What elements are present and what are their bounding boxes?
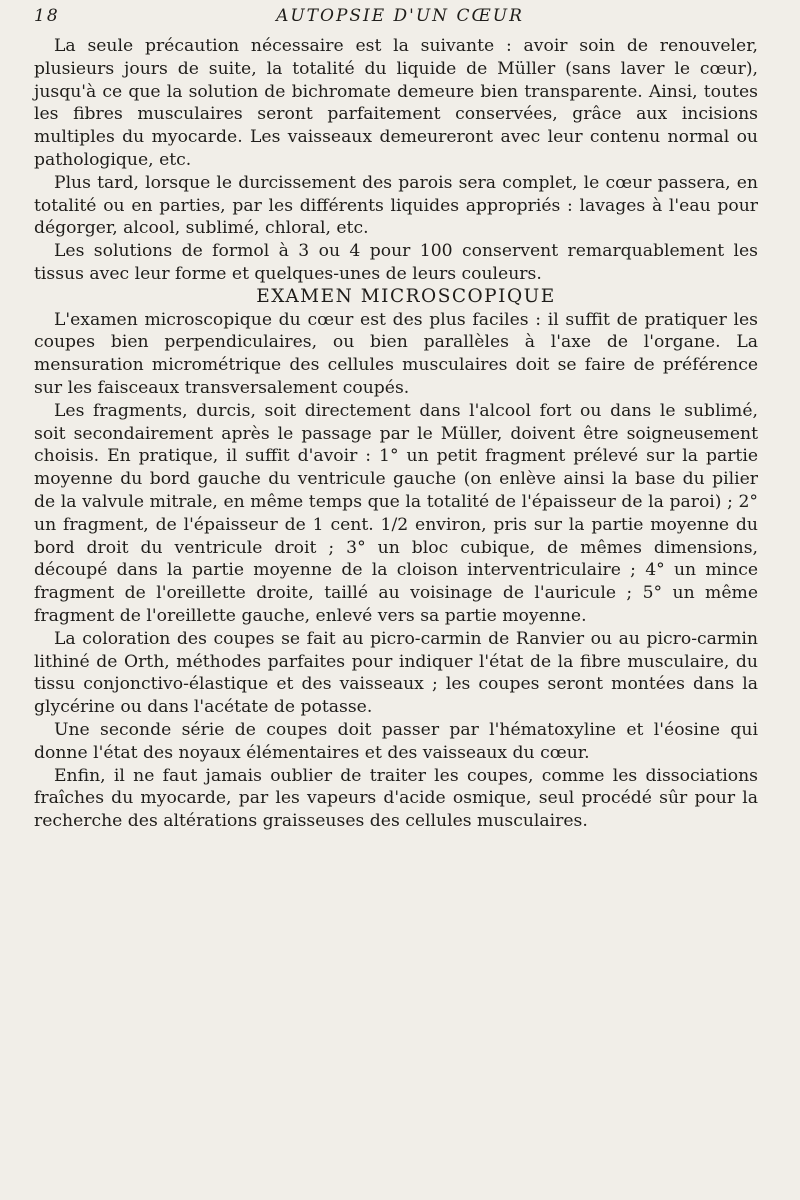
running-title: AUTOPSIE D'UN CŒUR [276, 6, 524, 26]
paragraph: La seule précaution nécessaire est la suivante : avoir soin de renouveler, plusieurs jours de suite, la totalité du liquide de Müller (sans laver le cœur), jusqu'à ce que la solution de bichromate demeure bien transparente. Ainsi, toutes les fibres musculaires seront parfaitement conservées, grâce aux incisions multiples du myocarde. Les vaisseaux demeureront avec leur contenu normal ou pathologique, etc. [34, 36, 758, 170]
paragraph: Enfin, il ne faut jamais oublier de traiter les coupes, comme les dissociations fraîches du myocarde, par les vapeurs d'acide osmique, seul procédé sûr pour la recherche des altérations graisseuses des cellules musculaires. [34, 765, 758, 832]
paragraph: L'examen microscopique du cœur est des plus faciles : il suffit de pratiquer les coupes bien perpendiculaires, ou bien parallèles à l'axe de l'organe. La mensuration micrométrique des cellules musculaires doit se faire de préférence sur les faisceaux transversalement coupés. [34, 309, 758, 398]
paragraph: La coloration des coupes se fait au picro-carmin de Ranvier ou au picro-carmin lithiné de Orth, méthodes parfaites pour indiquer l'état de la fibre musculaire, du tissu conjonctivo-élastique et des vaisseaux ; les coupes seront montées dans la glycérine ou dans l'acétate de potasse. [34, 628, 758, 718]
page-header [34, 6, 766, 28]
paragraph: Les solutions de formol à 3 ou 4 pour 100 conservent remarquablement les tissus avec leur forme et quelques-unes de leurs couleurs. [34, 241, 758, 284]
paragraph: Plus tard, lorsque le durcissement des parois sera complet, le cœur passera, en totalité ou en parties, par les différents liquides appropriés : lavages à l'eau pour dégorger, alcool, sublimé, chloral, etc. [34, 172, 758, 239]
page-number: 18 [34, 6, 60, 26]
section-title: EXAMEN MICROSCOPIQUE [256, 285, 556, 307]
paragraph: Une seconde série de coupes doit passer par l'hématoxyline et l'éosine qui donne l'état des noyaux élémentaires et des vaisseaux du cœur. [34, 719, 758, 763]
paragraph: Les fragments, durcis, soit directement dans l'alcool fort ou dans le sublimé, soit secondairement après le passage par le Müller, doivent être soigneusement choisis. En pratique, il suffit d'avoir : 1° un petit fragment prélevé sur la partie moyenne du bord gauche du ventricule gauche (on enlève ainsi la base du pilier de la valvule mitrale, en même temps que la totalité de l'épaisseur de la paroi) ; 2° un fragment, de l'épaisseur de 1 cent. 1/2 environ, pris sur la partie moyenne du bord droit du ventricule droit ; 3° un bloc cubique, de mêmes dimensions, découpé dans la partie moyenne de la cloison interventriculaire ; 4° un mince fragment de l'oreillette droite, taillé au voisinage de l'auricule ; 5° un même fragment de l'oreillette gauche, enlevé vers sa partie moyenne. [34, 400, 758, 626]
body-text [34, 35, 758, 833]
